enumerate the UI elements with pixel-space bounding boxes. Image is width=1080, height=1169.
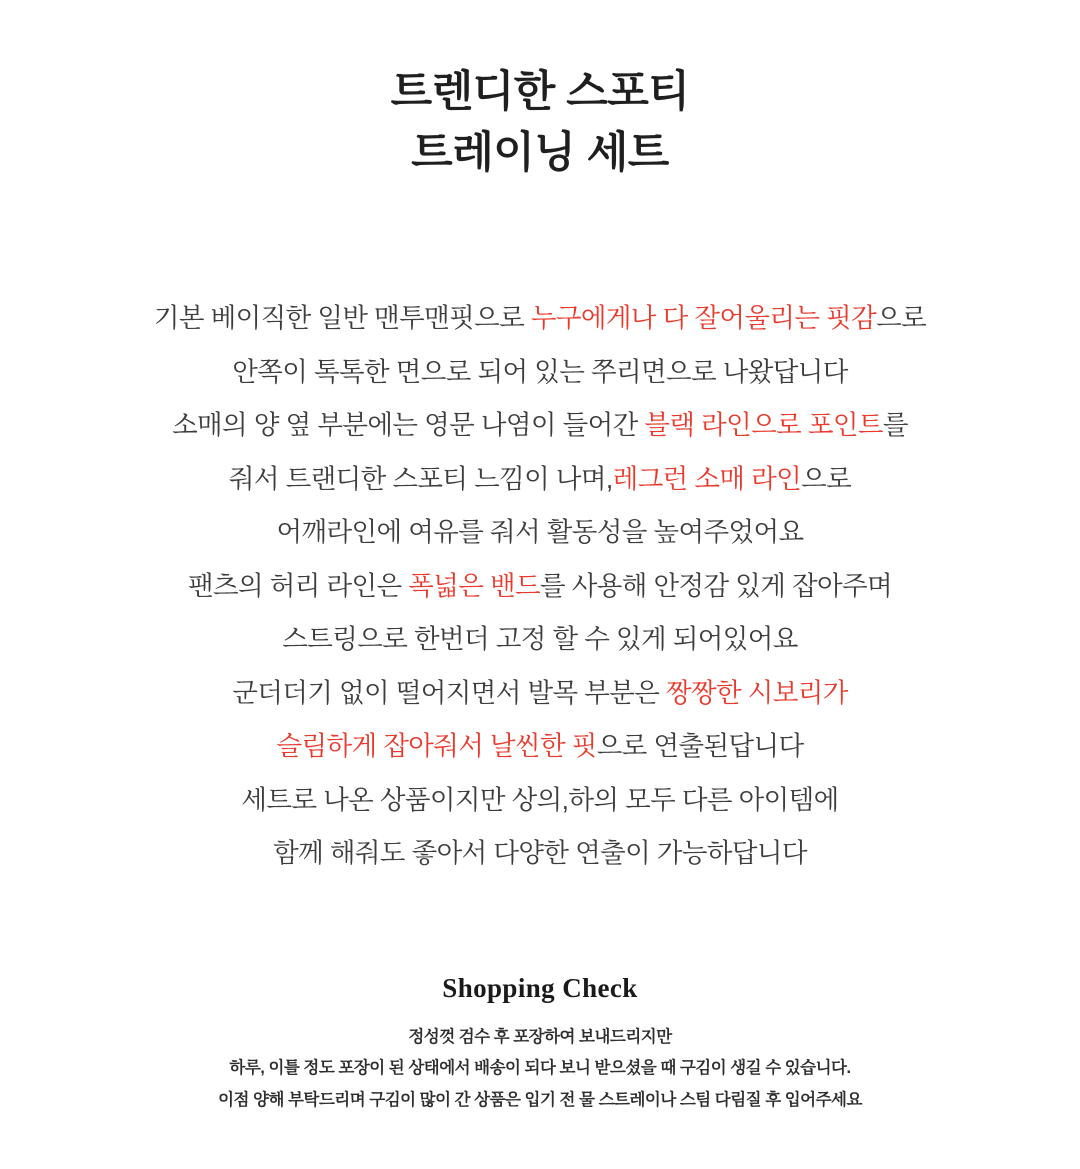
description-line-2: [40, 346, 1040, 400]
description-highlight: 짱짱한 시보리가: [666, 677, 848, 708]
description-text: 기본 베이직한 일반 맨투맨핏으로: [153, 303, 531, 334]
shopping-check-heading: Shopping Check: [442, 972, 638, 1003]
description-highlight: 슬림하게 잡아줘서 날씬한 핏: [276, 731, 597, 762]
description-line-9: [40, 720, 1040, 774]
description-line-5: [40, 506, 1040, 560]
description-highlight: 블랙 라인으로 포인트: [644, 410, 883, 441]
description-text: 줘서 트랜디한 스포티 느낌이 나며,: [228, 463, 613, 494]
description-text: 으로: [801, 463, 852, 494]
shopping-check-section: [40, 973, 1040, 1117]
bottom-spacer: [0, 1117, 1080, 1165]
shopping-check-line-1: 정성껏 검수 후 포장하여 보내드리지만: [408, 1027, 672, 1046]
description-text: 으로 연출된답니다: [596, 731, 804, 762]
description-line-11: [40, 827, 1040, 881]
description-text: 으로: [876, 303, 927, 334]
description-text: 소매의 양 옆 부분에는 영문 나염이 들어간: [172, 410, 645, 441]
product-description: [40, 292, 1040, 881]
description-text: 함께 해줘도 좋아서 다양한 연출이 가능하답니다: [273, 838, 807, 869]
shopping-check-line-3: 이점 양해 부탁드리며 구김이 많이 간 상품은 입기 전 물 스트레이나 스팀 다림질 후 입어주세요: [218, 1091, 862, 1110]
shopping-check-line-2: 하루, 이틀 정도 포장이 된 상태에서 배송이 되다 보니 받으셨을 때 구김이 생길 수 있습니다.: [229, 1059, 851, 1078]
description-line-8: [40, 667, 1040, 721]
description-text: 어깨라인에 여유를 줘서 활동성을 높여주었어요: [276, 517, 804, 548]
description-text: 를 사용해 안정감 있게 잡아주며: [540, 570, 893, 601]
description-highlight: 폭넓은 밴드: [408, 570, 540, 601]
description-text: 세트로 나온 상품이지만 상의,하의 모두 다른 아이템에: [241, 784, 839, 815]
description-line-10: [40, 774, 1040, 828]
page-title: [391, 62, 690, 184]
description-highlight: 누구에게나 다 잘어울리는 핏감: [530, 303, 877, 334]
description-text: 팬츠의 허리 라인은: [187, 570, 409, 601]
page-title-line-1: 트렌디한 스포티: [390, 68, 690, 116]
description-line-6: [40, 560, 1040, 614]
description-text: 군더더기 없이 떨어지면서 발목 부분은: [232, 677, 667, 708]
description-line-4: [40, 453, 1040, 507]
description-line-7: [40, 613, 1040, 667]
description-highlight: 레그런 소매 라인: [612, 463, 802, 494]
description-line-3: [40, 399, 1040, 453]
description-text: 스트링으로 한번더 고정 할 수 있게 되어있어요: [282, 624, 798, 655]
description-line-1: [40, 292, 1040, 346]
description-text: 를: [882, 410, 908, 441]
description-text: 안쪽이 톡톡한 면으로 되어 있는 쭈리면으로 나왔답니다: [232, 356, 848, 387]
page-title-line-2: 트레이닝 세트: [411, 129, 669, 178]
